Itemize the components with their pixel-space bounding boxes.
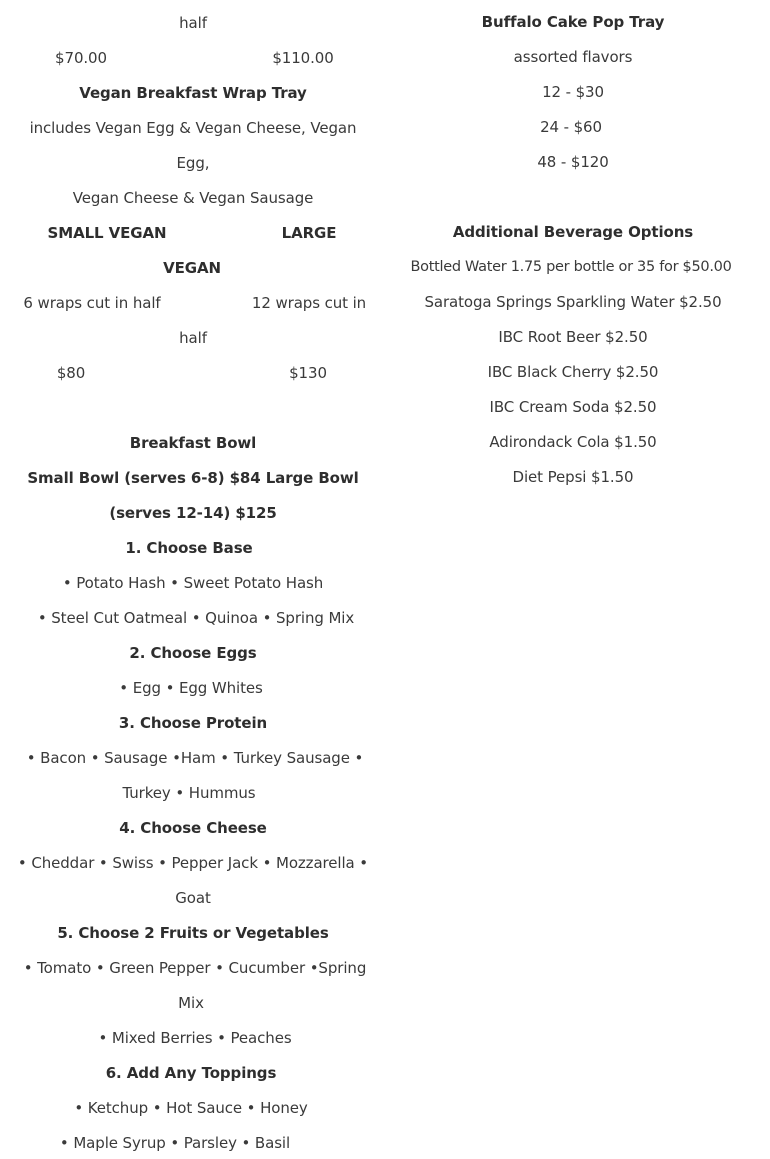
step5-line3: • Mixed Berries • Peaches <box>98 1029 292 1047</box>
beverage-item: IBC Root Beer $2.50 <box>498 328 648 346</box>
small-tray-price: $70.00 <box>55 49 107 67</box>
step3-line2: Turkey • Hummus <box>122 784 256 802</box>
bowl-sizes-1: Small Bowl (serves 6-8) $84 Large Bowl <box>27 469 359 487</box>
step1-line2: • Steel Cut Oatmeal • Quinoa • Spring Mix <box>37 609 355 627</box>
cake-pop-option-12: 12 - $30 <box>542 83 604 101</box>
step1-title: 1. Choose Base <box>125 539 253 557</box>
small-vegan-desc: 6 wraps cut in half <box>23 294 161 312</box>
step6-title: 6. Add Any Toppings <box>105 1064 277 1082</box>
cake-pop-option-24: 24 - $60 <box>540 118 602 136</box>
large-vegan-desc-1: 12 wraps cut in <box>251 294 367 312</box>
step4-title: 4. Choose Cheese <box>119 819 267 837</box>
step4-line2: Goat <box>175 889 211 907</box>
cake-pop-title: Buffalo Cake Pop Tray <box>481 13 665 31</box>
beverage-item: Saratoga Springs Sparkling Water $2.50 <box>424 293 722 311</box>
beverage-item: Diet Pepsi $1.50 <box>512 468 634 486</box>
large-vegan-label-1: LARGE <box>281 224 337 242</box>
large-vegan-desc-2: half <box>179 329 207 347</box>
beverage-item: Bottled Water 1.75 per bottle or 35 for $50.00 <box>410 259 732 275</box>
step5-title: 5. Choose 2 Fruits or Vegetables <box>57 924 329 942</box>
step5-line1: • Tomato • Green Pepper • Cucumber •Spring <box>23 959 367 977</box>
large-vegan-price: $130 <box>289 364 327 382</box>
bowl-sizes-2: (serves 12-14) $125 <box>109 504 277 522</box>
continued-line: half <box>179 14 207 32</box>
small-vegan-price: $80 <box>56 364 86 382</box>
large-tray-price: $110.00 <box>272 49 334 67</box>
step4-line1: • Cheddar • Swiss • Pepper Jack • Mozzarella • <box>17 854 369 872</box>
step1-line1: • Potato Hash • Sweet Potato Hash <box>62 574 324 592</box>
step2-line1: • Egg • Egg Whites <box>119 679 263 697</box>
step2-title: 2. Choose Eggs <box>129 644 257 662</box>
beverages-title: Additional Beverage Options <box>452 223 694 241</box>
step5-line2: Mix <box>178 994 204 1012</box>
beverage-item: Adirondack Cola $1.50 <box>489 433 657 451</box>
vegan-wrap-desc-3: Vegan Cheese & Vegan Sausage <box>72 189 314 207</box>
breakfast-bowl-title: Breakfast Bowl <box>129 434 257 452</box>
step3-line1: • Bacon • Sausage •Ham • Turkey Sausage • <box>26 749 364 767</box>
vegan-wrap-title: Vegan Breakfast Wrap Tray <box>79 84 307 102</box>
step3-title: 3. Choose Protein <box>118 714 268 732</box>
cake-pop-option-48: 48 - $120 <box>537 153 609 171</box>
beverage-item: IBC Black Cherry $2.50 <box>487 363 659 381</box>
step6-line1: • Ketchup • Hot Sauce • Honey <box>74 1099 308 1117</box>
vegan-wrap-desc-1: includes Vegan Egg & Vegan Cheese, Vegan <box>29 119 357 137</box>
large-vegan-label-2: VEGAN <box>163 259 221 277</box>
beverage-item: IBC Cream Soda $2.50 <box>489 398 657 416</box>
cake-pop-flavors: assorted flavors <box>513 48 633 66</box>
vegan-wrap-desc-2: Egg, <box>176 154 210 172</box>
small-vegan-label: SMALL VEGAN <box>47 224 167 242</box>
step6-line2: • Maple Syrup • Parsley • Basil <box>59 1134 291 1152</box>
